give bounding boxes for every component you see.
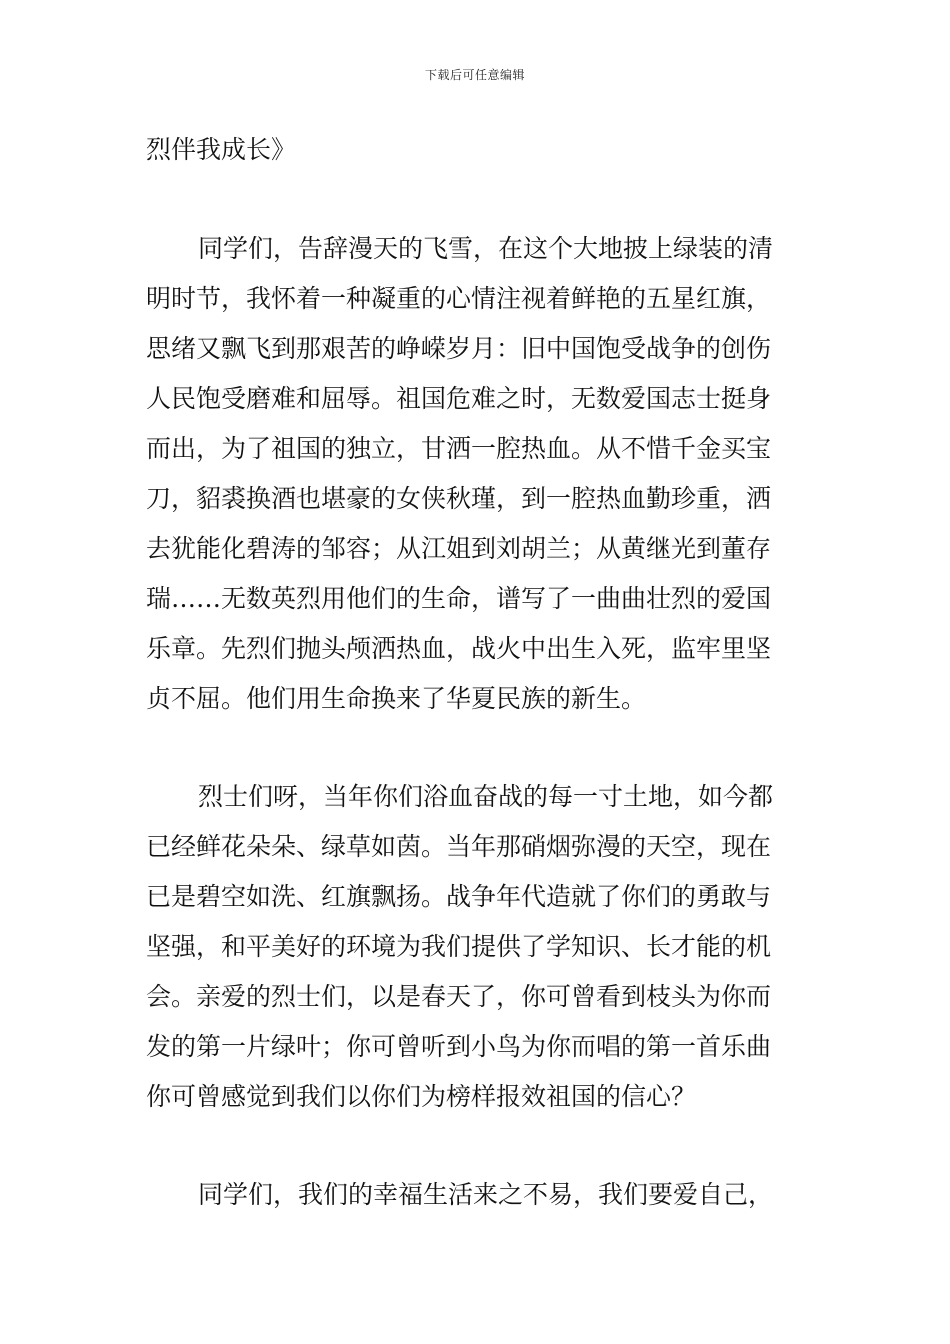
paragraph-2 [146, 772, 808, 1122]
header-note: 下载后可任意编辑 [424, 68, 525, 82]
paragraph-line: 人民饱受磨难和屈辱。祖国危难之时，无数爱国志士挺身 [146, 384, 772, 413]
paragraph-line: 会。亲爱的烈士们，以是春天了，你可曾看到枝头为你而 [146, 982, 772, 1011]
paragraph-line: 贞不屈。他们用生命换来了华夏民族的新生。 [146, 684, 647, 713]
paragraph-line: 乐章。先烈们抛头颅洒热血，战火中出生入死，监牢里坚 [146, 634, 772, 663]
paragraph-line: 你可曾感觉到我们以你们为榜样报效祖国的信心？ [146, 1082, 697, 1111]
paragraph-line: 坚强，和平美好的环境为我们提供了学知识、长才能的机 [146, 932, 772, 961]
paragraph-line: 刀，貂裘换酒也堪豪的女侠秋瑾，到一腔热血勤珍重，洒 [146, 484, 772, 513]
title-continuation: 烈伴我成长》 [146, 135, 297, 164]
paragraph-line: 烈士们呀，当年你们浴血奋战的每一寸土地，如今都 [198, 782, 774, 811]
paragraph-line: 已经鲜花朵朵、绿草如茵。当年那硝烟弥漫的天空，现在 [146, 832, 772, 861]
paragraph-line: 而出，为了祖国的独立，甘洒一腔热血。从不惜千金买宝 [146, 434, 772, 463]
paragraph-line: 思绪又飘飞到那艰苦的峥嵘岁月：旧中国饱受战争的创伤 [146, 334, 772, 363]
paragraph-line: 同学们，告辞漫天的飞雪，在这个大地披上绿装的清 [198, 234, 774, 263]
paragraph-line: 同学们，我们的幸福生活来之不易，我们要爱自己， [198, 1180, 774, 1209]
paragraph-line: 已是碧空如洗、红旗飘扬。战争年代造就了你们的勇敢与 [146, 882, 772, 911]
paragraph-line: 瑞……无数英烈用他们的生命，谱写了一曲曲壮烈的爱国 [146, 584, 772, 613]
paragraph-line: 发的第一片绿叶；你可曾听到小鸟为你而唱的第一首乐曲 [146, 1032, 772, 1061]
paragraph-3 [146, 1170, 808, 1220]
paragraph-1 [146, 224, 808, 724]
paragraph-line: 明时节，我怀着一种凝重的心情注视着鲜艳的五星红旗， [146, 284, 772, 313]
paragraph-line: 去犹能化碧涛的邹容；从江姐到刘胡兰；从黄继光到董存 [146, 534, 772, 563]
